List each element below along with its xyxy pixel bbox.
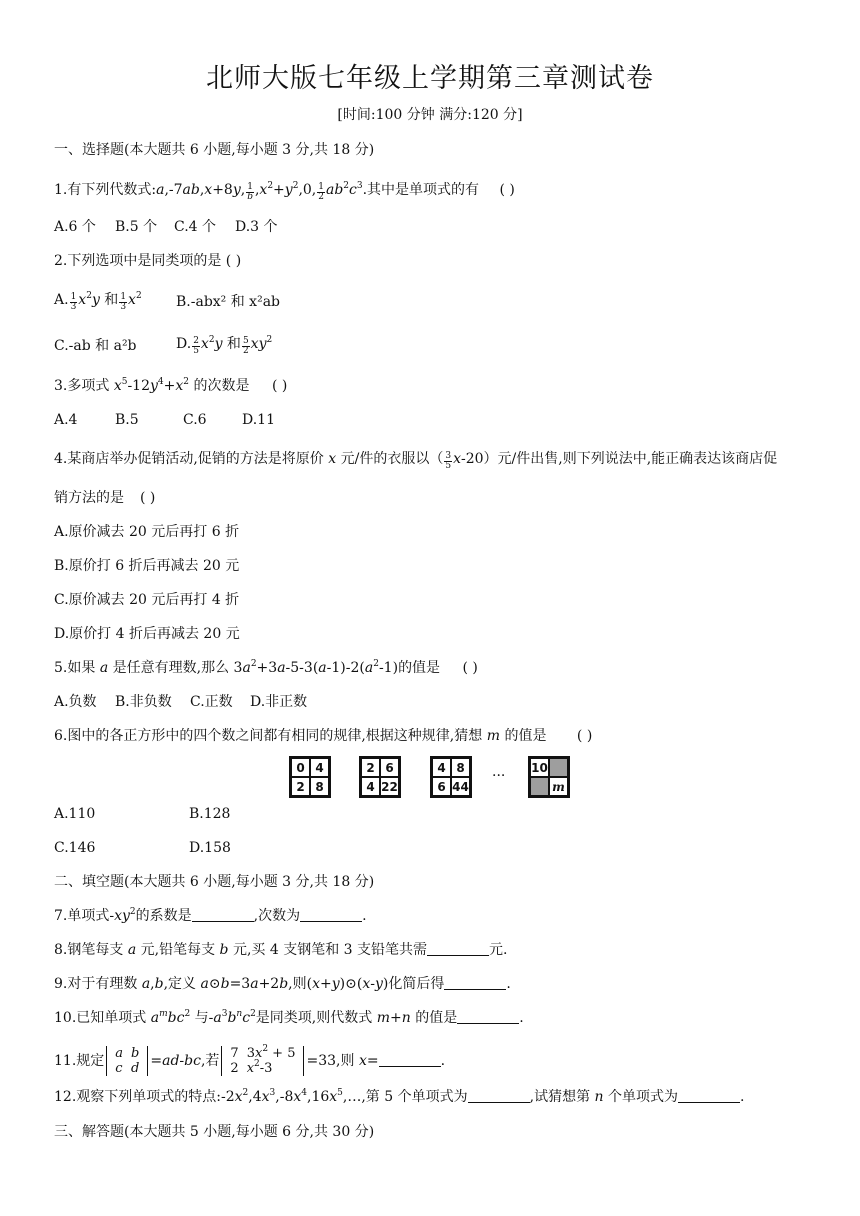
grid-cell: 4 [310, 758, 329, 777]
answer-blank[interactable] [468, 1088, 530, 1103]
q2-option-b: B.-abx² 和 x²ab [176, 294, 281, 310]
grid-cell: 6 [432, 777, 451, 796]
q5-option-d: D.非正数 [250, 694, 308, 710]
answer-blank[interactable] [427, 941, 489, 956]
answer-paren: ( ) [499, 182, 515, 198]
grid-cell: 2 [291, 777, 310, 796]
answer-blank[interactable] [444, 975, 506, 990]
number-square-1 [289, 756, 331, 798]
determinant-given: 7 $3x^2 + 5$ 2 $x^2-3$ [221, 1046, 304, 1076]
question-4-line-1: 4.某商店举办促销活动,促销的方法是将原价 x 元/件的衣服以（ $\frac{3}{5}$ x-20）元/件出售,则下列说法中,能正确表达该商店促 [54, 451, 778, 471]
answer-paren: ( ) [271, 378, 288, 394]
q2-option-d: D. $\frac{2}{5}$ $x^2y$ 和 $\frac{5}{2}$ $xy^2$ [176, 335, 273, 356]
q1-option-b: B.5 个 [115, 219, 158, 235]
question-11: 11.规定 a b c d =ad-bc,若 7 $3x^2 + 5$ 2 $x^2-3$ =33,则 x= . [54, 1044, 446, 1076]
section-choice-heading: 一、选择题(本大题共 6 小题,每小题 3 分,共 18 分) [54, 142, 375, 158]
question-6: 6.图中的各正方形中的四个数之间都有相同的规律,根据这种规律,猜想 m 的值是 ( ) [54, 728, 593, 744]
exam-info: [时间:100 分钟 满分:120 分] [337, 107, 523, 123]
q4-option-a: A.原价减去 20 元后再打 6 折 [54, 524, 240, 540]
grid-cell: 2 [361, 758, 380, 777]
q5-option-a: A.负数 [54, 694, 97, 710]
answer-paren: ( ) [576, 728, 593, 744]
grid-cell: 44 [451, 777, 470, 796]
sequence-ellipsis: ··· [492, 768, 506, 784]
grid-cell: 0 [291, 758, 310, 777]
question-12: 12.观察下列单项式的特点$:-2x^2,4x^3,-8x^4,16x^5,\dots$,第 5 个单项式为 ,试猜想第 n 个单项式为 . [54, 1088, 745, 1105]
q4-option-c: C.原价减去 20 元后再打 4 折 [54, 592, 240, 608]
determinant-definition: a b c d [106, 1046, 148, 1076]
q4-option-d: D.原价打 4 折后再减去 20 元 [54, 626, 240, 642]
page-title: 北师大版七年级上学期第三章测试卷 [206, 63, 654, 94]
q4-option-b: B.原价打 6 折后再减去 20 元 [54, 558, 240, 574]
grid-cell: 4 [432, 758, 451, 777]
q1-option-d: D.3 个 [235, 219, 278, 235]
q5-option-b: B.非负数 [115, 694, 172, 710]
q6-option-c: C.146 [54, 840, 96, 856]
question-3: 3.多项式 $x^5-12y^4+x^2$ 的次数是 ( ) [54, 377, 288, 394]
grid-cell: 22 [380, 777, 399, 796]
section-answer-heading: 三、解答题(本大题共 5 小题,每小题 6 分,共 30 分) [54, 1124, 375, 1140]
grid-cell-shaded [530, 777, 549, 796]
number-square-4 [528, 756, 570, 798]
q6-option-b: B.128 [189, 806, 231, 822]
answer-blank[interactable] [192, 907, 254, 922]
grid-cell: 4 [361, 777, 380, 796]
q5-option-c: C.正数 [190, 694, 233, 710]
q3-option-a: A.4 [54, 412, 78, 428]
question-10: 10.已知单项式 $a^mbc^2$ 与$-a^3b^nc^2$是同类项,则代数式 m+n 的值是 . [54, 1009, 524, 1026]
grid-cell: 6 [380, 758, 399, 777]
question-9: 9.对于有理数 a,b,定义 a⊙b=3a+2b,则(x+y)⊙(x-y)化简后得 . [54, 976, 511, 992]
q3-option-b: B.5 [115, 412, 139, 428]
number-square-3 [430, 756, 472, 798]
q1-option-c: C.4 个 [174, 219, 217, 235]
grid-cell: 8 [451, 758, 470, 777]
q3-option-c: C.6 [183, 412, 207, 428]
q2-option-a: A. $\frac{1}{3}$ $x^2y$ 和 $\frac{1}{3}$ $x^2$ [54, 291, 142, 312]
question-5: 5.如果 a 是任意有理数,那么 $3a^2+3a-5-3(a-1)-2(a^2-1)$的值是 ( ) [54, 659, 478, 676]
grid-cell-unknown: m [549, 777, 568, 796]
answer-blank[interactable] [300, 907, 362, 922]
question-2: 2.下列选项中是同类项的是 ( ) [54, 253, 242, 269]
q3-option-d: D.11 [242, 412, 275, 428]
grid-cell-shaded [549, 758, 568, 777]
question-7: 7.单项式$-xy^2$的系数是 ,次数为 . [54, 907, 367, 924]
answer-blank[interactable] [457, 1009, 519, 1024]
question-8: 8.钢笔每支 a 元,铅笔每支 b 元,买 4 支钢笔和 3 支铅笔共需 元. [54, 942, 508, 958]
q6-option-a: A.110 [54, 806, 96, 822]
q1-option-a: A.6 个 [54, 219, 96, 235]
section-fill-heading: 二、填空题(本大题共 6 小题,每小题 3 分,共 18 分) [54, 874, 375, 890]
question-4-line-2: 销方法的是 ( ) [54, 490, 156, 506]
q6-option-d: D.158 [189, 840, 231, 856]
answer-paren: ( ) [462, 660, 478, 676]
q2-option-c: C.-ab 和 a²b [54, 338, 137, 354]
answer-blank[interactable] [678, 1088, 740, 1103]
grid-cell: 10 [530, 758, 549, 777]
question-1: 1.有下列代数式:a,-7ab,x+8y, $\frac{1}{b}$ $,x^2+y^2,0$, $\frac{1}{2}$ $ab^2c^3$.其中是单项式的有 ( ) [54, 181, 515, 202]
grid-cell: 8 [310, 777, 329, 796]
answer-paren: ( ) [140, 490, 156, 506]
number-square-2 [359, 756, 401, 798]
answer-blank[interactable] [379, 1052, 441, 1067]
